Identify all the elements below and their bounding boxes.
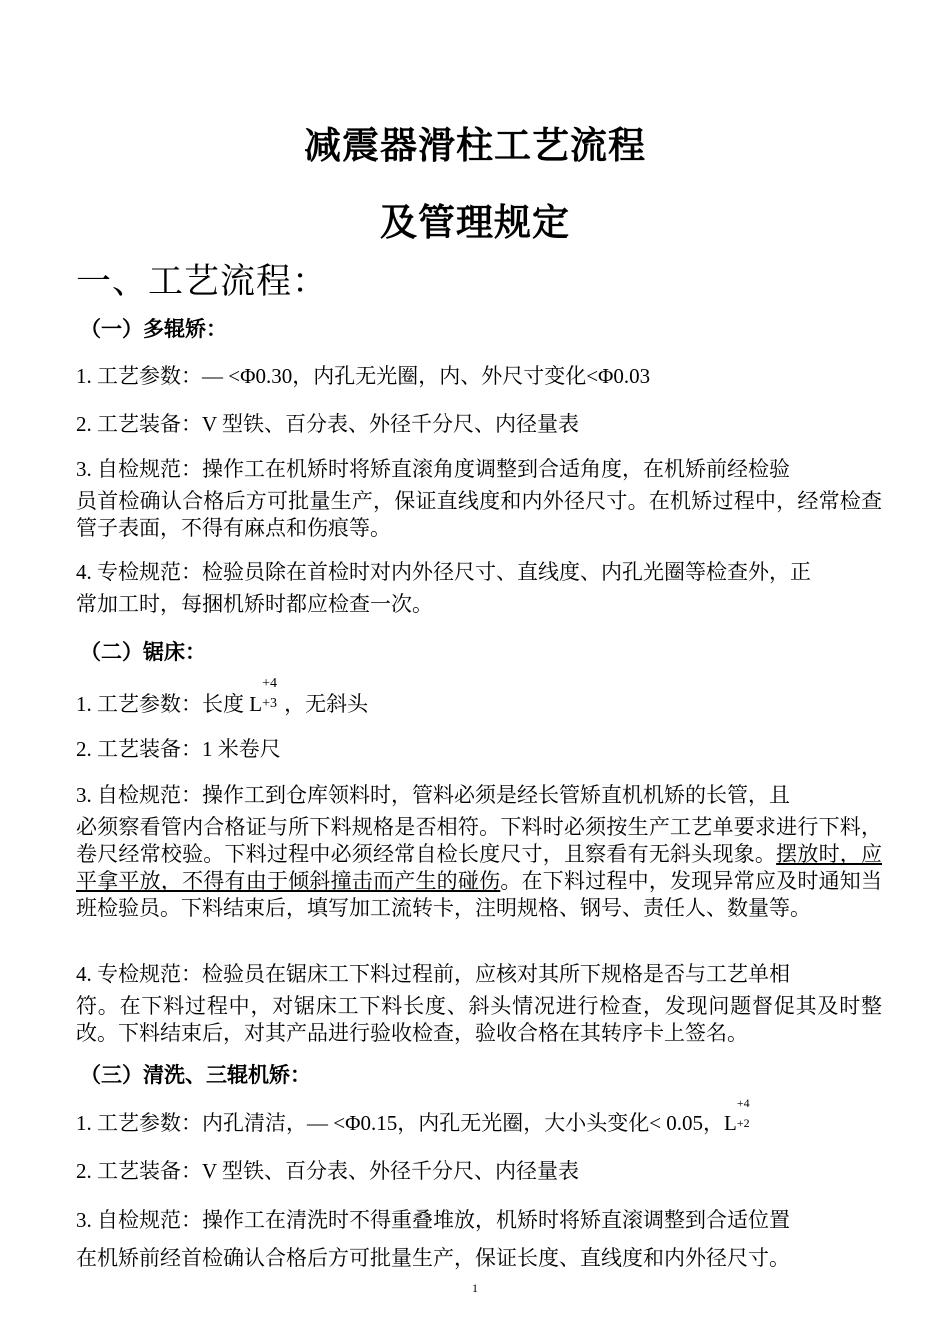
s1-special-inspection-rest: 常加工时，每捆机矫时都应检查一次。	[76, 592, 433, 616]
s1-special-inspection-first: 4. 专检规范：检验员除在首检时对内外径尺寸、直线度、内孔光圈等检查外，正	[76, 560, 811, 584]
s2-self-inspection-first: 3. 自检规范：操作工到仓库领料时，管料必须是经长管矫直机机矫的长管，且	[76, 783, 790, 807]
s1-self-inspection-rest: 员首检确认合格后方可批量生产，保证直线度和内外径尺寸。在机矫过程中，经常检查管子表面，不得有麻点和伤痕等。	[76, 489, 882, 540]
document-title-line1: 减震器滑柱工艺流程	[304, 124, 646, 167]
s2-special-inspection-rest: 符。在下料过程中，对锯床工下料长度、斜头情况进行检查，发现问题督促其及时整改。下料结束后，对其产品进行验收检查，验收合格在其转序卡上签名。	[76, 994, 882, 1045]
s2-equipment: 2. 工艺装备：1 米卷尺	[76, 737, 281, 761]
s3-equipment: 2. 工艺装备：V 型铁、百分表、外径千分尺、内径量表	[76, 1159, 580, 1183]
s3-self-inspection-rest: 在机矫前经首检确认合格后方可批量生产，保证长度、直线度和内外径尺寸。	[76, 1246, 790, 1270]
tolerance-upper: +4	[262, 676, 277, 691]
section-heading-process: 一、工艺流程：	[76, 262, 329, 302]
tolerance-upper: +4	[736, 1096, 750, 1110]
s1-equipment: 2. 工艺装备：V 型铁、百分表、外径千分尺、内径量表	[76, 412, 580, 436]
s1-process-params: 1. 工艺参数：— <Φ0.30，内孔无光圈，内、外尺寸变化<Φ0.03	[76, 364, 651, 388]
s2-self-inspection-text-b: 。在下料过程中，发现异常应及时通知当班检验员。下料结束后，填写加工流转卡，注明规格、钢号、责任人、数量等。	[76, 869, 883, 920]
s1-self-inspection	[76, 450, 882, 542]
s2-special-inspection	[76, 955, 882, 1047]
page-number: 1	[472, 1281, 478, 1295]
s2-self-inspection	[76, 776, 882, 922]
tolerance-mark	[262, 676, 284, 711]
s2-params-text-a: 1. 工艺参数：长度 L	[76, 692, 263, 716]
s2-special-inspection-first: 4. 专检规范：检验员在锯床工下料过程前，应核对其所下规格是否与工艺单相	[76, 962, 790, 986]
tolerance-mark	[736, 1096, 759, 1130]
s3-params-text-a: 1. 工艺参数：内孔清洁，— <Φ0.15，内孔无光圈，大小头变化< 0.05，L	[76, 1111, 737, 1135]
subsection-heading-cleaning: （三）清洗、三辊机矫：	[80, 1063, 311, 1087]
s3-process-params	[76, 1096, 759, 1137]
s2-self-inspection-text-a: 必须察看管内合格证与所下料规格是否相符。下料时必须按生产工艺单要求进行下料，卷尺经常校验。下料过程中必须经常自检长度尺寸，且察看有无斜头现象。	[76, 815, 882, 866]
s1-self-inspection-first: 3. 自检规范：操作工在机矫时将矫直滚角度调整到合适角度，在机矫前经检验	[76, 457, 790, 481]
document-title-line2: 及管理规定	[380, 201, 570, 244]
s1-special-inspection	[76, 553, 882, 618]
s2-params-text-b: ，无斜头	[284, 692, 369, 716]
tolerance-lower: +3	[262, 696, 277, 711]
tolerance-lower: +2	[736, 1116, 750, 1130]
underlined-requirement: 摆放时，应平拿平放，不得有由于倾斜撞击而产生的碰伤	[76, 842, 883, 893]
s3-self-inspection	[76, 1201, 882, 1277]
subsection-heading-saw: （二）锯床：	[80, 640, 206, 664]
s2-self-inspection-rest	[76, 814, 882, 922]
s3-self-inspection-first: 3. 自检规范：操作工在清洗时不得重叠堆放，机矫时将矫直滚调整到合适位置	[76, 1208, 790, 1232]
s2-process-params	[76, 676, 369, 718]
subsection-heading-multi-roll: （一）多辊矫：	[80, 317, 227, 341]
